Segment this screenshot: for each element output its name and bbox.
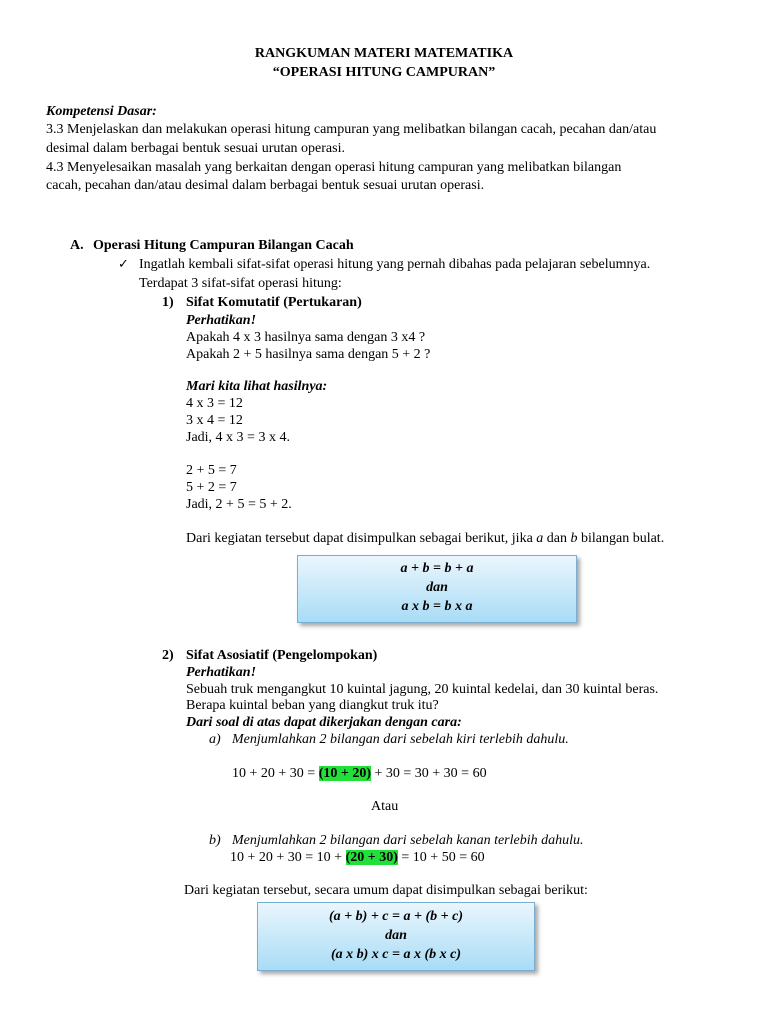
sifat1-r2: 3 x 4 = 12 (186, 413, 243, 428)
var-a: a (536, 531, 544, 546)
kd1-line1: 3.3 Menjelaskan dan melakukan operasi hitung campuran yang melibatkan bilangan cacah, pecahan dan/atau (46, 122, 657, 137)
b-eq-post: = 10 + 50 = 60 (397, 850, 485, 865)
sifat2-b-label: b) (209, 833, 221, 848)
sifat1-number: 1) (162, 295, 174, 310)
a-eq-pre: 10 + 20 + 30 = (232, 766, 319, 781)
kesimpulan-text-a: Dari kegiatan tersebut dapat disimpulkan sebagai berikut, jika (186, 531, 537, 546)
kesimpulan-text-b: dan (543, 531, 571, 546)
checkmark-icon: ✓ (118, 257, 129, 272)
kompetensi-heading: Kompetensi Dasar: (46, 104, 157, 119)
sifat2-b-equation (230, 849, 485, 867)
sifat2-perhatikan: Perhatikan! (186, 665, 257, 680)
asosiatif-formula-line3: (a x b) x c = a x (b x c) (330, 947, 462, 962)
sifat2-a-label: a) (209, 732, 221, 747)
sifat2-p2: Berapa kuintal beban yang diangkut truk itu? (186, 698, 439, 713)
kesimpulan-text-c: bilangan bulat. (577, 531, 665, 546)
komutatif-formula-dan: dan (426, 580, 448, 595)
section-a-intro1: Ingatlah kembali sifat-sifat operasi hitung yang pernah dibahas pada pelajaran sebelumnya. (139, 257, 651, 272)
sifat1-kesimpulan (186, 530, 664, 548)
sifat1-lihat: Mari kita lihat hasilnya: (186, 379, 328, 394)
sifat2-title: Sifat Asosiatif (Pengelompokan) (186, 648, 378, 663)
sifat1-r6: Jadi, 2 + 5 = 5 + 2. (186, 497, 292, 512)
komutatif-formula-box (297, 555, 577, 623)
sifat2-a-equation (232, 765, 487, 783)
a-eq-highlight: (10 + 20) (318, 766, 371, 781)
sifat1-q1: Apakah 4 x 3 hasilnya sama dengan 3 x4 ? (186, 330, 426, 345)
komutatif-formula-line1: a + b = b + a (400, 561, 474, 576)
sifat1-r4: 2 + 5 = 7 (186, 463, 237, 478)
sifat1-perhatikan: Perhatikan! (186, 313, 257, 328)
section-a-intro2: Terdapat 3 sifat-sifat operasi hitung: (139, 276, 342, 291)
sifat1-q2: Apakah 2 + 5 hasilnya sama dengan 5 + 2 ? (186, 347, 431, 362)
sifat2-kesimpulan: Dari kegiatan tersebut, secara umum dapat disimpulkan sebagai berikut: (184, 883, 588, 898)
b-eq-highlight: (20 + 30) (345, 850, 398, 865)
section-a-marker: A. (70, 238, 84, 253)
sifat2-b-text: Menjumlahkan 2 bilangan dari sebelah kanan terlebih dahulu. (232, 833, 584, 848)
sifat1-r1: 4 x 3 = 12 (186, 396, 243, 411)
sifat2-cara: Dari soal di atas dapat dikerjakan dengan cara: (186, 715, 462, 730)
kd2-line2: cacah, pecahan dan/atau desimal dalam berbagai bentuk sesuai urutan operasi. (46, 178, 485, 193)
sifat1-title: Sifat Komutatif (Pertukaran) (186, 295, 362, 310)
sifat2-number: 2) (162, 648, 174, 663)
section-a-title: Operasi Hitung Campuran Bilangan Cacah (93, 238, 354, 253)
kd2-line1: 4.3 Menyelesaikan masalah yang berkaitan dengan operasi hitung campuran yang melibatkan bilangan (46, 160, 622, 175)
doc-title-line2: “OPERASI HITUNG CAMPURAN” (272, 65, 496, 80)
kd1-line2: desimal dalam berbagai bentuk sesuai urutan operasi. (46, 141, 345, 156)
sifat2-p1: Sebuah truk mengangkut 10 kuintal jagung, 20 kuintal kedelai, dan 30 kuintal beras. (186, 682, 659, 697)
doc-title-line1: RANGKUMAN MATERI MATEMATIKA (254, 46, 514, 61)
komutatif-formula-line3: a x b = b x a (401, 599, 473, 614)
a-eq-post: + 30 = 30 + 30 = 60 (371, 766, 487, 781)
asosiatif-formula-dan: dan (385, 928, 407, 943)
b-eq-pre: 10 + 20 + 30 = 10 + (230, 850, 346, 865)
sifat1-r3: Jadi, 4 x 3 = 3 x 4. (186, 430, 290, 445)
sifat1-r5: 5 + 2 = 7 (186, 480, 237, 495)
sifat2-a-text: Menjumlahkan 2 bilangan dari sebelah kiri terlebih dahulu. (232, 732, 569, 747)
var-b: b (570, 531, 578, 546)
sifat2-atau: Atau (371, 799, 399, 814)
asosiatif-formula-line1: (a + b) + c = a + (b + c) (329, 909, 463, 924)
asosiatif-formula-box (257, 902, 535, 971)
